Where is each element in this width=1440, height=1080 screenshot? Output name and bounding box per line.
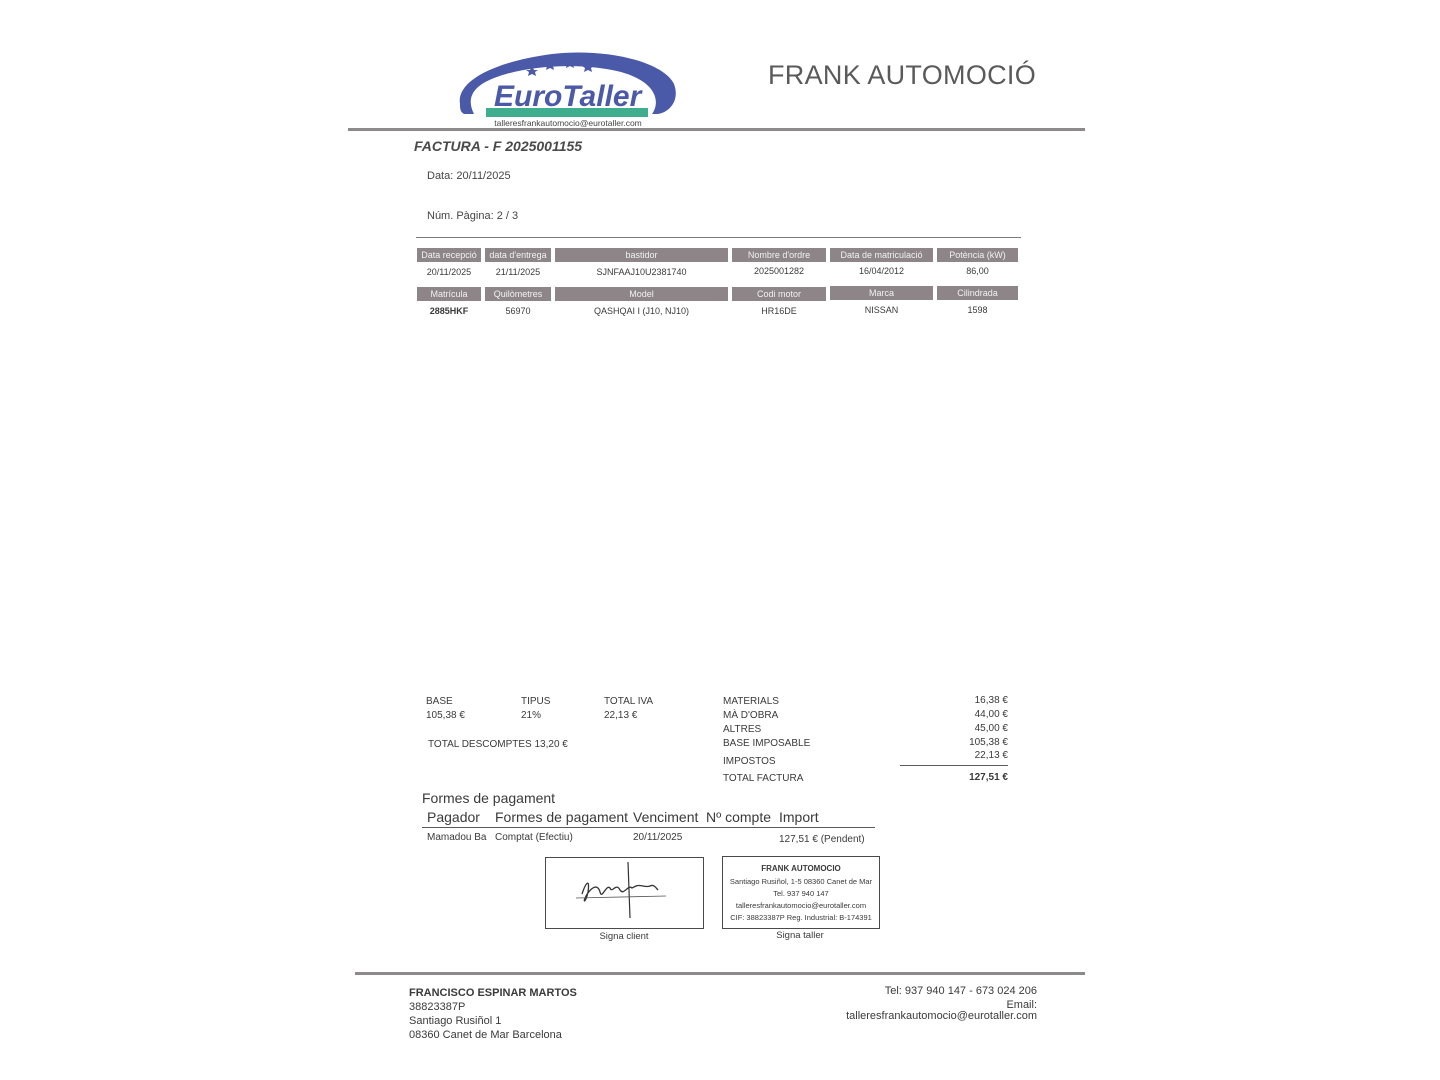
footer-email-label: Email: — [1006, 999, 1037, 1011]
footer-nif: 38823387P — [409, 1001, 466, 1013]
payments-title: Formes de pagament — [422, 790, 556, 806]
footer-divider — [355, 972, 1085, 975]
header-data-entrega: data d'entrega — [485, 248, 551, 262]
value-nombre-ordre: 2025001282 — [753, 266, 805, 276]
header-bastidor: bastidor — [555, 248, 728, 262]
value-matricula: 2885HKF — [429, 306, 469, 316]
summary-base-value: 105,38 € — [969, 737, 1008, 748]
tax-iva-value: 22,13 € — [604, 710, 638, 721]
header-matricula: Matrícula — [417, 287, 481, 301]
payment-forma: Comptat (Efectiu) — [495, 832, 573, 843]
header-marca: Marca — [830, 286, 933, 300]
header-data-recepcio: Data recepció — [417, 248, 481, 262]
invoice-title: FACTURA - F 2025001155 — [414, 138, 583, 154]
stamp-cif: CIF: 38823387P Reg. Industrial: B-174391 — [730, 913, 872, 922]
header-quilometres: Quilòmetres — [485, 287, 551, 301]
header-codi-motor: Codi motor — [732, 287, 826, 301]
value-potencia: 86,00 — [966, 266, 989, 276]
footer-phone: Tel: 937 940 147 - 673 024 206 — [884, 985, 1037, 997]
header-potencia: Potència (kW) — [937, 248, 1018, 262]
tax-tipus-value: 21% — [521, 710, 542, 721]
value-data-entrega: 21/11/2025 — [495, 267, 541, 277]
summary-altres-value: 45,00 € — [974, 723, 1008, 734]
payments-header-venciment: Venciment — [633, 809, 699, 825]
header-model: Model — [555, 287, 728, 301]
client-signature-icon — [546, 858, 703, 928]
tax-tipus-label: TIPUS — [521, 696, 551, 707]
taller-signature-label: Signa taller — [776, 930, 824, 941]
eurotaller-logo — [452, 44, 682, 124]
summary-ma-obra-label: MÀ D'OBRA — [723, 710, 779, 721]
value-cilindrada: 1598 — [967, 305, 988, 315]
footer-email: talleresfrankautomocio@eurotaller.com — [846, 1010, 1037, 1022]
logo-text: EuroTaller — [494, 80, 642, 113]
payment-venciment: 20/11/2025 — [633, 832, 683, 843]
summary-divider — [900, 765, 1008, 766]
tax-iva-label: TOTAL IVA — [604, 696, 654, 707]
client-signature-box — [545, 857, 704, 929]
header-nombre-ordre: Nombre d'ordre — [732, 248, 826, 262]
summary-materials-label: MATERIALS — [723, 696, 779, 707]
stamp-email: talleresfrankautomocio@eurotaller.com — [735, 901, 867, 910]
stamp-address: Santiago Rusiñol, 1-5 08360 Canet de Mar — [729, 877, 873, 886]
payments-header-pagador: Pagador — [427, 809, 480, 825]
section-divider — [416, 237, 1021, 238]
summary-base-label: BASE IMPOSABLE — [723, 738, 811, 749]
payment-pagador: Mamadou Ba — [427, 832, 487, 843]
total-discounts: TOTAL DESCOMPTES 13,20 € — [428, 739, 568, 750]
summary-total-label: TOTAL FACTURA — [723, 773, 804, 784]
payment-import: 127,51 € (Pendent) — [779, 834, 865, 845]
summary-impostos-label: IMPOSTOS — [723, 756, 776, 767]
summary-altres-label: ALTRES — [723, 724, 762, 735]
value-data-recepcio: 20/11/2025 — [426, 267, 472, 277]
value-quilometres: 56970 — [505, 306, 531, 316]
tax-base-label: BASE — [426, 696, 453, 707]
header-cilindrada: Cilindrada — [937, 286, 1018, 300]
value-model: QASHQAI I (J10, NJ10) — [593, 306, 690, 316]
company-title: FRANK AUTOMOCIÓ — [768, 60, 1037, 90]
summary-impostos-value: 22,13 € — [974, 750, 1008, 761]
value-bastidor: SJNFAAJ10U2381740 — [596, 267, 687, 277]
taller-stamp-box — [722, 856, 880, 929]
payments-header-compte: Nº compte — [706, 809, 772, 825]
logo-email: talleresfrankautomocio@eurotaller.com — [494, 118, 642, 128]
summary-materials-value: 16,38 € — [974, 695, 1008, 706]
footer-city: 08360 Canet de Mar Barcelona — [409, 1029, 562, 1041]
summary-ma-obra-value: 44,00 € — [974, 709, 1008, 720]
header-divider — [348, 128, 1085, 131]
payments-header-import: Import — [779, 809, 819, 825]
value-marca: NISSAN — [864, 305, 899, 315]
invoice-date: Data: 20/11/2025 — [427, 170, 511, 182]
client-signature-label: Signa client — [599, 931, 649, 942]
payments-header-forma: Formes de pagament — [495, 809, 629, 825]
page-number: Núm. Pàgina: 2 / 3 — [427, 210, 519, 222]
summary-total-value: 127,51 € — [969, 772, 1008, 783]
footer-address: Santiago Rusiñol 1 — [409, 1015, 502, 1027]
stamp-company: FRANK AUTOMOCIO — [761, 864, 841, 873]
value-data-matriculacio: 16/04/2012 — [858, 266, 905, 276]
tax-base-value: 105,38 € — [426, 710, 465, 721]
stamp-phone: Tel. 937 940 147 — [773, 889, 829, 898]
header-data-matriculacio: Data de matriculació — [830, 248, 933, 262]
value-codi-motor: HR16DE — [761, 306, 797, 316]
footer-name: FRANCISCO ESPINAR MARTOS — [409, 987, 577, 999]
payments-divider — [422, 827, 875, 828]
